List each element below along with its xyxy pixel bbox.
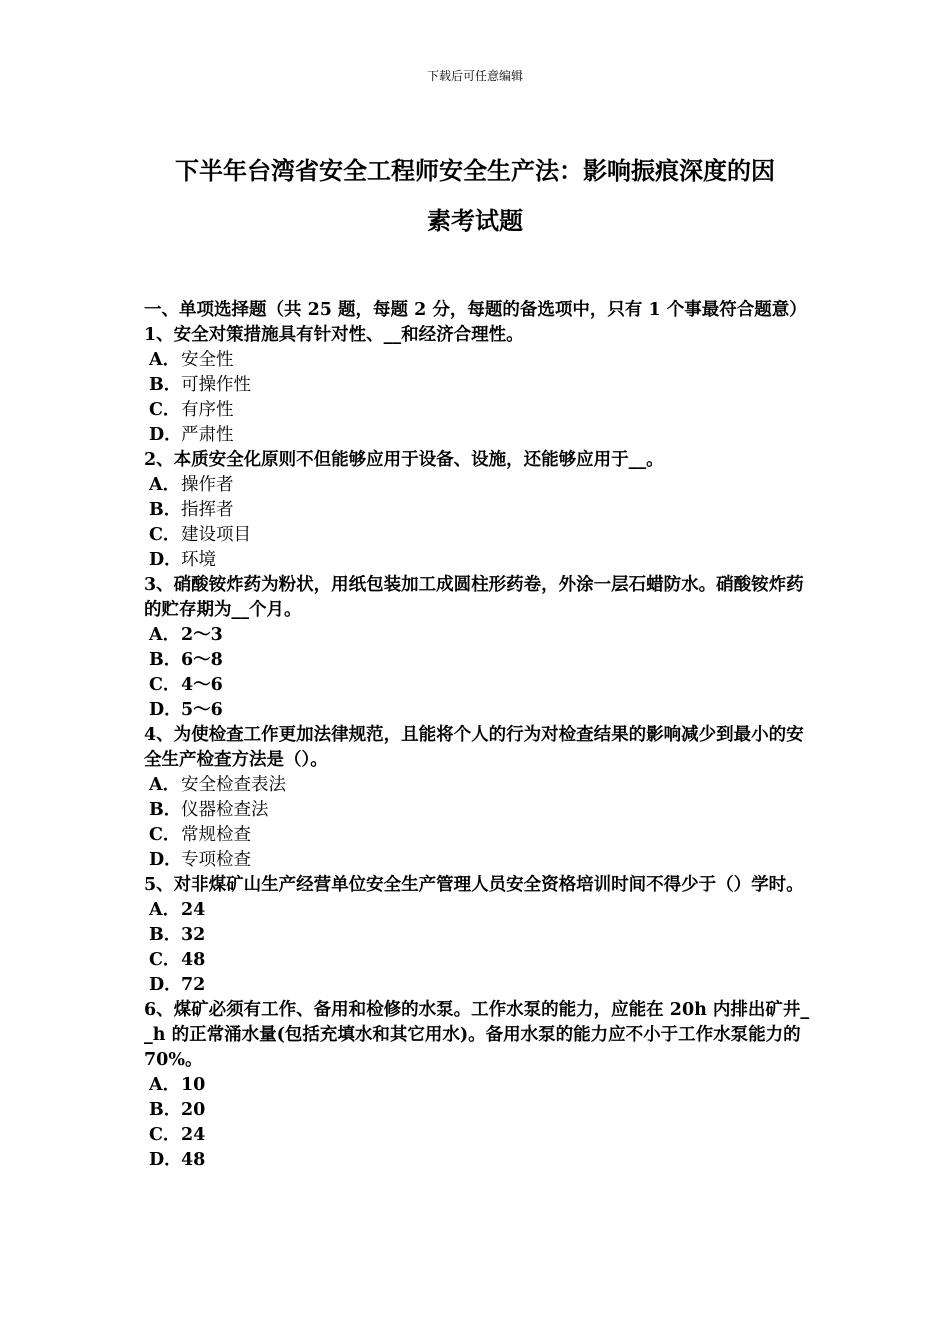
answer-option <box>144 623 812 648</box>
question-stem: 4、为使检查工作更加法律规范，且能将个人的行为对检查结果的影响减少到最小的安全生产检查方法是（）。 <box>144 725 804 770</box>
option-text: 4～6 <box>181 675 223 695</box>
option-letter: A． <box>149 625 181 645</box>
option-letter: A． <box>149 1075 181 1095</box>
option-text: 环境 <box>181 550 216 570</box>
answer-option <box>144 473 812 498</box>
option-text: 48 <box>181 1150 206 1170</box>
option-text: 指挥者 <box>181 500 234 520</box>
answer-option <box>144 498 812 523</box>
answer-option <box>144 423 812 448</box>
option-letter: D． <box>149 425 182 445</box>
option-letter: B． <box>149 650 182 670</box>
option-letter: C． <box>149 1125 181 1145</box>
answer-option <box>144 948 812 973</box>
option-text: 操作者 <box>181 475 234 495</box>
option-letter: D． <box>149 550 182 570</box>
question-stem: 6、煤矿必须有工作、备用和检修的水泵。工作水泵的能力，应能在 20h 内排出矿井__h 的正常涌水量(包括充填水和其它用水)。备用水泵的能力应不小于工作水泵能力的 70%。 <box>144 1000 810 1070</box>
answer-option <box>144 823 812 848</box>
answer-option <box>144 1123 812 1148</box>
option-letter: A． <box>149 475 181 495</box>
question-stem: 2、本质安全化原则不但能够应用于设备、设施，还能够应用于__。 <box>144 450 664 470</box>
answer-option <box>144 523 812 548</box>
option-text: 仪器检查法 <box>181 800 269 820</box>
option-text: 安全检查表法 <box>181 775 286 795</box>
question-stem: 5、对非煤矿山生产经营单位安全生产管理人员安全资格培训时间不得少于（）学时。 <box>144 875 804 895</box>
answer-option <box>144 1098 812 1123</box>
option-text: 有序性 <box>181 400 234 420</box>
answer-option <box>144 673 812 698</box>
header-note: 下载后可任意编辑 <box>426 69 523 83</box>
question-list <box>144 323 812 1173</box>
answer-option <box>144 798 812 823</box>
question-stem: 3、硝酸铵炸药为粉状，用纸包装加工成圆柱形药卷，外涂一层石蜡防水。硝酸铵炸药的贮存期为__个月。 <box>144 575 804 620</box>
title-line-2: 素考试题 <box>427 206 523 235</box>
option-text: 2～3 <box>181 625 223 645</box>
section-heading: 一、单项选择题（共 25 题，每题 2 分，每题的备选项中，只有 1 个事最符合题意） <box>144 300 807 320</box>
option-letter: C． <box>149 400 181 420</box>
option-text: 建设项目 <box>181 525 251 545</box>
option-letter: D． <box>149 1150 182 1170</box>
answer-option <box>144 698 812 723</box>
option-text: 严肃性 <box>181 425 234 445</box>
option-text: 72 <box>181 975 206 995</box>
option-text: 可操作性 <box>181 375 251 395</box>
option-text: 专项检查 <box>181 850 251 870</box>
answer-option <box>144 1073 812 1098</box>
option-letter: B． <box>149 500 182 520</box>
question-stem: 1、安全对策措施具有针对性、__和经济合理性。 <box>144 325 524 345</box>
option-letter: C． <box>149 825 181 845</box>
option-text: 6～8 <box>181 650 223 670</box>
title-line-1: 下半年台湾省安全工程师安全生产法：影响振痕深度的因 <box>175 156 775 185</box>
option-letter: A． <box>149 775 181 795</box>
document-title <box>140 146 810 246</box>
question-section <box>144 298 812 1173</box>
option-letter: A． <box>149 350 181 370</box>
question-item <box>144 998 812 1173</box>
option-letter: B． <box>149 375 182 395</box>
option-letter: B． <box>149 925 182 945</box>
answer-option <box>144 773 812 798</box>
question-item <box>144 723 812 873</box>
answer-option <box>144 648 812 673</box>
option-letter: B． <box>149 1100 182 1120</box>
option-text: 24 <box>181 900 206 920</box>
option-letter: C． <box>149 525 181 545</box>
option-text: 安全性 <box>181 350 234 370</box>
option-letter: B． <box>149 800 182 820</box>
question-item <box>144 873 812 998</box>
option-letter: C． <box>149 675 181 695</box>
option-text: 5～6 <box>181 700 223 720</box>
answer-option <box>144 1148 812 1173</box>
option-letter: D． <box>149 975 182 995</box>
answer-option <box>144 348 812 373</box>
option-text: 48 <box>181 950 206 970</box>
answer-option <box>144 898 812 923</box>
answer-option <box>144 548 812 573</box>
answer-option <box>144 373 812 398</box>
option-letter: D． <box>149 700 182 720</box>
answer-option <box>144 398 812 423</box>
option-letter: C． <box>149 950 181 970</box>
option-letter: A． <box>149 900 181 920</box>
option-letter: D． <box>149 850 182 870</box>
question-item <box>144 573 812 723</box>
option-text: 24 <box>181 1125 206 1145</box>
answer-option <box>144 973 812 998</box>
answer-option <box>144 848 812 873</box>
option-text: 10 <box>181 1075 206 1095</box>
option-text: 32 <box>181 925 206 945</box>
option-text: 常规检查 <box>181 825 251 845</box>
option-text: 20 <box>181 1100 206 1120</box>
answer-option <box>144 923 812 948</box>
question-item <box>144 323 812 448</box>
question-item <box>144 448 812 573</box>
